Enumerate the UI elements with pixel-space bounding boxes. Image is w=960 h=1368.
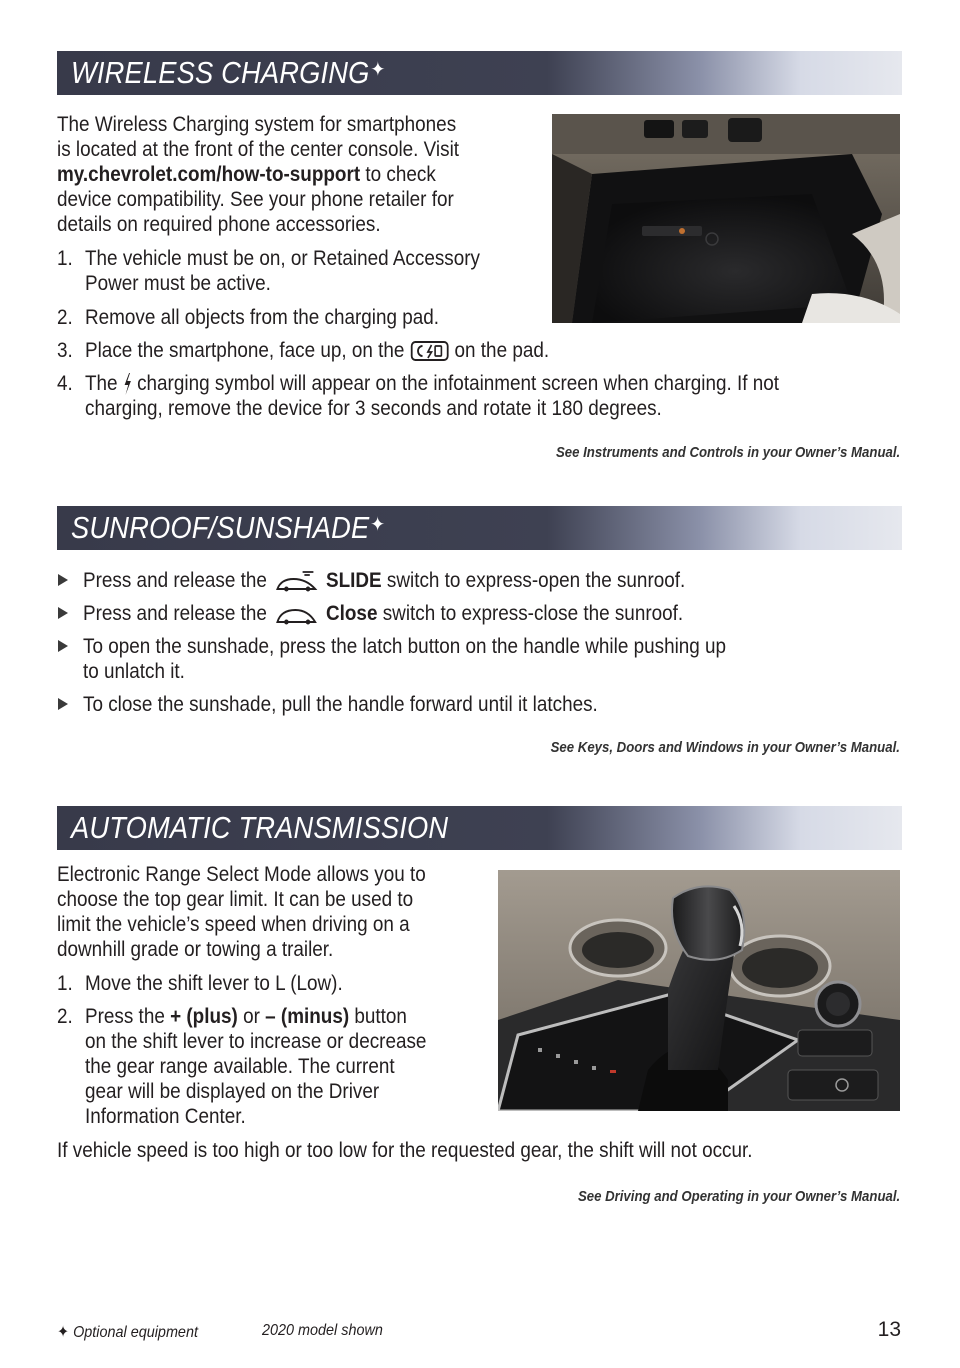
wireless-intro-line: details on required phone accessories. (57, 213, 381, 236)
wireless-charging-header (57, 51, 902, 95)
sunroof-bullet (83, 568, 685, 593)
step-text: the gear range available. The current (85, 1055, 395, 1078)
intro-text: to check (360, 163, 436, 186)
support-link[interactable]: my.chevrolet.com/how-to-support (57, 163, 361, 186)
bullet-arrow-icon (58, 640, 68, 652)
transmission-intro-line: Electronic Range Select Mode allows you to (57, 863, 426, 886)
step-number: 2. (57, 306, 73, 329)
wireless-intro-line: The Wireless Charging system for smartphones (57, 113, 457, 136)
step-text-pre: Press the (85, 1005, 171, 1028)
sunroof-close-icon (272, 602, 321, 626)
step-text-post: on the pad. (454, 339, 550, 362)
step-number: 3. (57, 339, 73, 362)
step-text-post: charging symbol will appear on the infotainment screen when charging. If not (137, 372, 780, 395)
step-text-post: button (349, 1005, 407, 1028)
step-text-pre: The (85, 372, 118, 395)
minus-label: – (minus) (265, 1005, 350, 1028)
optional-star-icon: ✦ (370, 59, 386, 81)
page-number: 13 (877, 1318, 901, 1341)
bullet-text: switch to express-open the sunroof. (386, 569, 686, 592)
sunroof-bullet: To close the sunshade, pull the handle forward until it latches. (83, 693, 598, 716)
bullet-text: Press and release the (83, 602, 267, 625)
transmission-intro-line: choose the top gear limit. It can be used to (57, 888, 414, 911)
step-text (85, 1004, 407, 1029)
transmission-header (57, 806, 902, 850)
transmission-intro-line: downhill grade or towing a trailer. (57, 938, 334, 961)
optional-equipment-label: Optional equipment (73, 1324, 198, 1341)
title-text: SUNROOF/SUNSHADE (71, 510, 370, 545)
step-text (85, 371, 779, 396)
sunroof-bullet: To open the sunshade, press the latch button on the handle while pushing up (83, 635, 727, 658)
section-title: AUTOMATIC TRANSMISSION (71, 810, 449, 845)
bullet-text: switch to express-close the sunroof. (382, 602, 684, 625)
optional-star-icon: ✦ (57, 1324, 70, 1341)
step-text: on the shift lever to increase or decrease (85, 1030, 427, 1053)
slide-label: SLIDE (325, 569, 382, 592)
section-title (71, 55, 385, 91)
bullet-arrow-icon (58, 574, 68, 586)
step-text-mid: or (237, 1005, 266, 1028)
step-number: 2. (57, 1005, 73, 1028)
footer-model-note: 2020 model shown (262, 1322, 383, 1339)
step-text: Move the shift lever to L (Low). (85, 972, 343, 995)
optional-star-icon: ✦ (370, 514, 386, 536)
footer-optional-note (57, 1322, 198, 1342)
sunroof-header (57, 506, 902, 550)
wireless-intro-line: device compatibility. See your phone retailer for (57, 188, 454, 211)
shift-lever-photo (498, 870, 900, 1111)
bullet-text: Press and release the (83, 569, 267, 592)
phone-charging-pad-icon (410, 340, 450, 362)
step-text: charging, remove the device for 3 seconds and rotate it 180 degrees. (85, 397, 662, 420)
transmission-note: If vehicle speed is too high or too low for the requested gear, the shift will not occur. (57, 1139, 753, 1162)
step-text: Information Center. (85, 1105, 246, 1128)
manual-reference: See Instruments and Controls in your Owner’s Manual. (555, 444, 900, 461)
sunroof-bullet (83, 601, 683, 626)
bullet-arrow-icon (58, 698, 68, 710)
step-text: gear will be displayed on the Driver (85, 1080, 380, 1103)
step-number: 1. (57, 247, 73, 270)
manual-reference: See Driving and Operating in your Owner’s Manual. (577, 1188, 900, 1205)
wireless-charging-pad-photo (552, 114, 900, 323)
transmission-intro-line: limit the vehicle’s speed when driving on a (57, 913, 410, 936)
section-title (71, 510, 385, 546)
step-text: Remove all objects from the charging pad. (85, 306, 440, 329)
step-text (85, 338, 549, 363)
manual-reference: See Keys, Doors and Windows in your Owner’s Manual. (550, 739, 900, 756)
sunroof-slide-icon (272, 569, 321, 593)
step-number: 4. (57, 372, 73, 395)
close-label: Close (325, 602, 378, 625)
lightning-bolt-icon (123, 372, 132, 396)
wireless-intro-line (57, 162, 436, 187)
step-text: Power must be active. (85, 272, 271, 295)
step-text-pre: Place the smartphone, face up, on the (85, 339, 405, 362)
wireless-intro-line: is located at the front of the center console. Visit (57, 138, 460, 161)
step-text: The vehicle must be on, or Retained Accessory (85, 247, 481, 270)
bullet-arrow-icon (58, 607, 68, 619)
plus-label: + (plus) (170, 1005, 238, 1028)
sunroof-bullet: to unlatch it. (83, 660, 185, 683)
title-text: WIRELESS CHARGING (71, 55, 370, 90)
step-number: 1. (57, 972, 73, 995)
